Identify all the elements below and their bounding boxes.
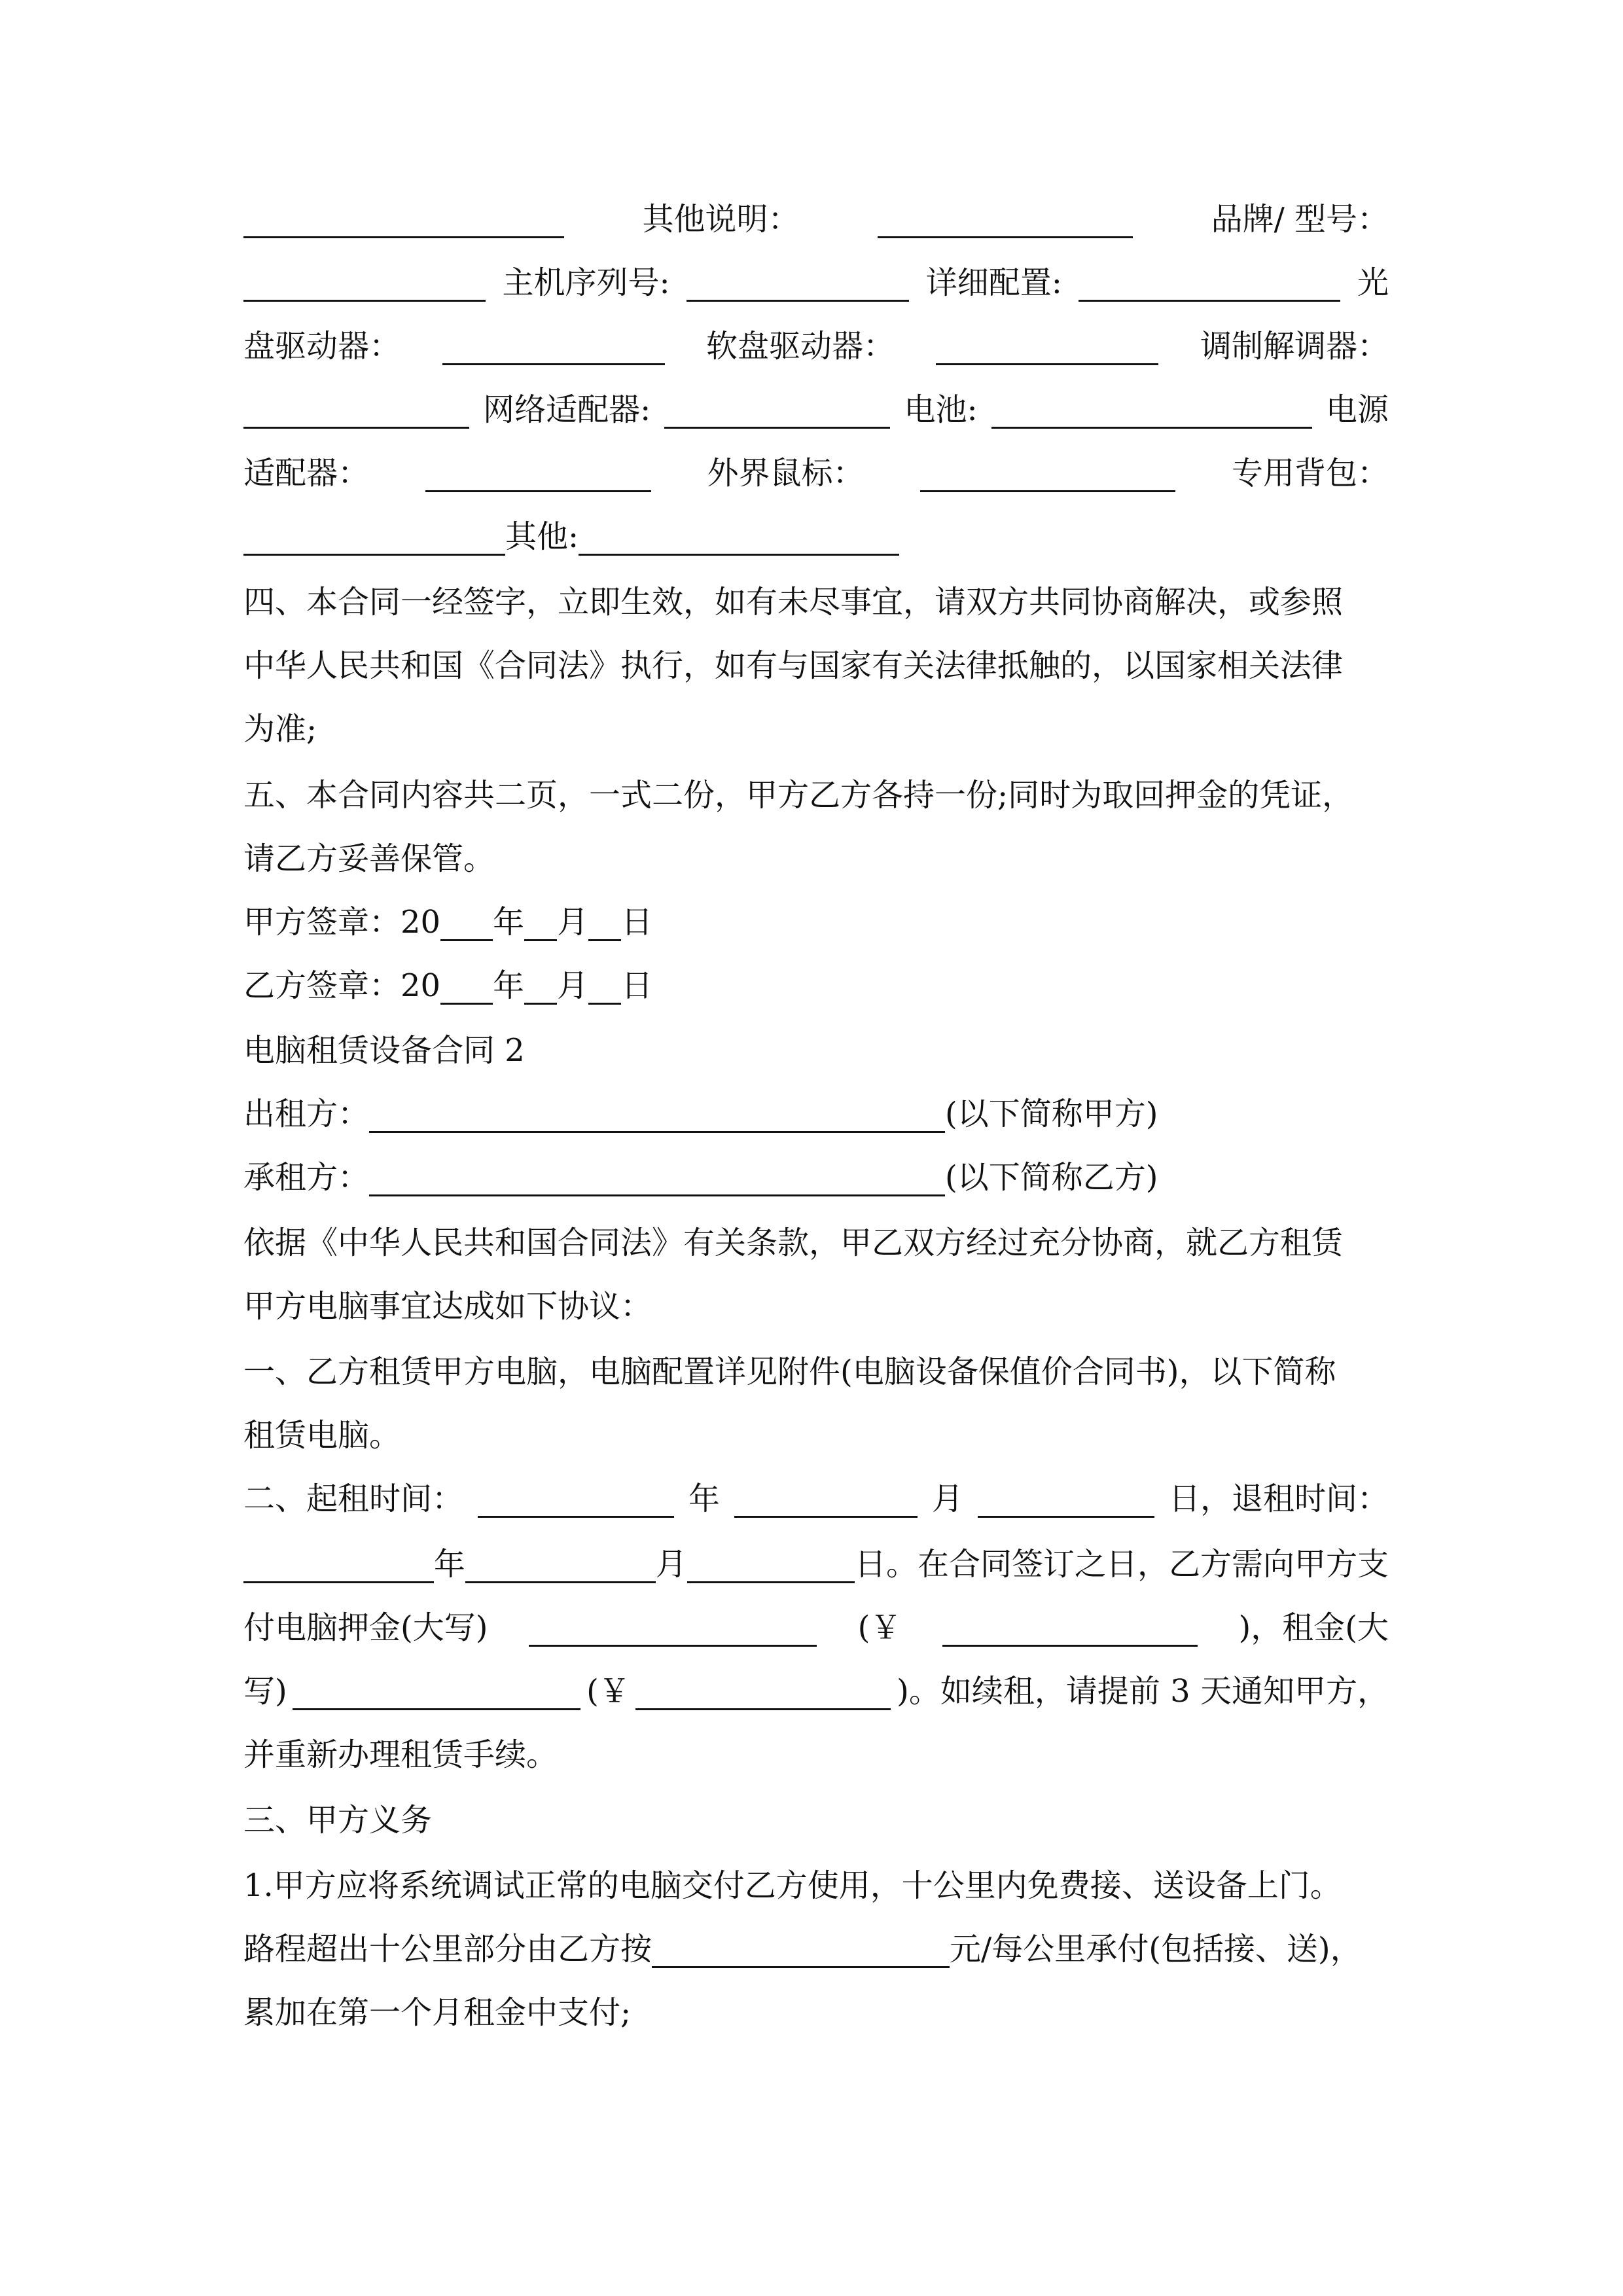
line-text: 中华人民共和国《合同法》执行，如有与国家有关法律抵触的，以国家相关法律 <box>243 647 1344 684</box>
label-text: 出租方： <box>243 1096 370 1132</box>
fill-in-blank[interactable] <box>243 202 564 238</box>
text-line <box>243 1926 1389 1972</box>
fill-in-blank[interactable] <box>293 1674 580 1710</box>
text-line <box>243 1605 1389 1651</box>
fill-in-blank[interactable] <box>529 1611 817 1647</box>
fill-in-blank[interactable] <box>369 1160 945 1196</box>
text-line <box>243 899 1389 945</box>
line-text: 租赁电脑。 <box>243 1417 401 1454</box>
fill-in-blank[interactable] <box>878 202 1133 238</box>
text-line <box>243 1541 1389 1587</box>
label-text: 详细配置: <box>925 264 1062 301</box>
line-text: 并重新办理租赁手续。 <box>243 1736 558 1773</box>
line-text: 1.甲方应将系统调试正常的电脑交付乙方使用，十公里内免费接、送设备上门。 <box>243 1867 1342 1904</box>
label-text: 付电脑押金(大写) <box>243 1609 488 1646</box>
fill-in-blank[interactable] <box>442 329 665 365</box>
label-text: 月 <box>557 904 589 941</box>
fill-in-blank[interactable] <box>243 1547 434 1583</box>
line-text: 依据《中华人民共和国合同法》有关条款，甲乙双方经过充分协商，就乙方租赁 <box>243 1225 1344 1261</box>
line-text: 四、本合同一经签字，立即生效，如有未尽事宜，请双方共同协商解决，或参照 <box>243 584 1344 620</box>
fill-in-blank[interactable] <box>524 969 557 1005</box>
fill-in-blank[interactable] <box>942 1611 1198 1647</box>
fill-in-blank[interactable] <box>425 456 651 492</box>
fill-in-blank[interactable] <box>920 456 1175 492</box>
fill-in-blank[interactable] <box>687 1547 855 1583</box>
label-text: 电源 <box>1325 391 1389 428</box>
label-text: 路程超出十公里部分由乙方按 <box>243 1931 652 1967</box>
line-text: 甲方电脑事宜达成如下协议： <box>243 1288 652 1325</box>
text-line <box>243 1091 1389 1137</box>
fill-in-blank[interactable] <box>991 393 1312 429</box>
text-line <box>243 1863 1389 1909</box>
label-text: 软盘驱动器： <box>705 328 895 365</box>
fill-in-blank[interactable] <box>1079 266 1340 302</box>
text-line <box>243 1476 1389 1522</box>
text-line <box>243 1797 1389 1843</box>
text-line <box>243 323 1389 369</box>
label-text: 年 <box>433 1546 465 1583</box>
text-line <box>243 196 1389 242</box>
fill-in-blank[interactable] <box>635 1674 891 1710</box>
fill-in-blank[interactable] <box>978 1482 1154 1518</box>
label-text: 光 <box>1357 264 1389 301</box>
text-line <box>243 579 1389 625</box>
text-line <box>243 1155 1389 1200</box>
text-line <box>243 1990 1389 2036</box>
text-line <box>243 260 1389 306</box>
label-text: )，租金(大 <box>1238 1609 1389 1646</box>
label-text: 乙方签章：20 <box>243 967 441 1004</box>
text-line <box>243 963 1389 1009</box>
text-line <box>243 450 1389 496</box>
text-line <box>243 836 1389 882</box>
fill-in-blank[interactable] <box>652 1932 950 1968</box>
label-text: 月 <box>931 1480 963 1517</box>
text-line <box>243 1349 1389 1395</box>
fill-in-blank[interactable] <box>243 393 469 429</box>
text-line <box>243 1668 1389 1714</box>
text-line <box>243 1412 1389 1458</box>
text-line <box>243 514 1389 560</box>
label-text: 调制解调器： <box>1200 328 1389 365</box>
label-text: 年 <box>493 904 525 941</box>
text-line <box>243 1220 1389 1266</box>
label-text: 日。在合同签订之日，乙方需向甲方支 <box>854 1546 1389 1583</box>
fill-in-blank[interactable] <box>588 969 621 1005</box>
text-line <box>243 706 1389 752</box>
label-text: 月 <box>655 1546 687 1583</box>
line-text: 五、本合同内容共二页，一式二份，甲方乙方各持一份;同时为取回押金的凭证， <box>243 777 1354 814</box>
line-text: 电脑租赁设备合同 2 <box>243 1032 525 1069</box>
label-text: (以下简称乙方) <box>945 1159 1158 1196</box>
text-line <box>243 1028 1389 1073</box>
label-text: 其他说明： <box>642 201 800 238</box>
fill-in-blank[interactable] <box>579 520 899 556</box>
label-text: 网络适配器: <box>483 391 651 428</box>
fill-in-blank[interactable] <box>243 266 486 302</box>
label-text: 承租方： <box>243 1159 370 1196</box>
fill-in-blank[interactable] <box>588 905 621 941</box>
label-text: 日 <box>621 967 653 1004</box>
fill-in-blank[interactable] <box>369 1097 945 1133</box>
label-text: 适配器： <box>243 455 370 492</box>
label-text: 日 <box>621 904 653 941</box>
label-text: 主机序列号: <box>502 264 670 301</box>
label-text: 甲方签章：20 <box>243 904 441 941</box>
label-text: (￥ <box>857 1609 902 1646</box>
text-line <box>243 772 1389 818</box>
label-text: (以下简称甲方) <box>945 1096 1158 1132</box>
line-text: 请乙方妥善保管。 <box>243 840 495 877</box>
label-text: 二、起租时间： <box>243 1480 464 1517</box>
label-text: 外界鼠标： <box>707 455 865 492</box>
label-text: 电池: <box>904 391 978 428</box>
fill-in-blank[interactable] <box>478 1482 674 1518</box>
fill-in-blank[interactable] <box>687 266 909 302</box>
text-line <box>243 1732 1389 1778</box>
label-text: 年 <box>493 967 525 1004</box>
fill-in-blank[interactable] <box>440 905 493 941</box>
label-text: (￥ <box>586 1673 630 1710</box>
fill-in-blank[interactable] <box>440 969 493 1005</box>
label-text: 年 <box>688 1480 720 1517</box>
fill-in-blank[interactable] <box>936 329 1158 365</box>
line-text: 为准; <box>243 711 317 747</box>
fill-in-blank[interactable] <box>734 1482 918 1518</box>
label-text: 写) <box>243 1673 287 1710</box>
fill-in-blank[interactable] <box>664 393 890 429</box>
label-text: 日，退租时间： <box>1168 1480 1389 1517</box>
line-text: 一、乙方租赁甲方电脑，电脑配置详见附件(电脑设备保值价合同书)，以下简称 <box>243 1354 1336 1390</box>
text-line <box>243 1283 1389 1329</box>
fill-in-blank[interactable] <box>465 1547 656 1583</box>
text-line <box>243 643 1389 689</box>
label-text: 专用背包： <box>1231 455 1389 492</box>
label-text: 元/每公里承付(包括接、送)， <box>950 1931 1362 1967</box>
fill-in-blank[interactable] <box>243 520 505 556</box>
label-text: )。如续租，请提前 3 天通知甲方， <box>897 1673 1389 1710</box>
label-text: 盘驱动器： <box>243 328 401 365</box>
label-text: 月 <box>557 967 589 1004</box>
text-line <box>243 387 1389 433</box>
line-text: 累加在第一个月租金中支付; <box>243 1994 632 2031</box>
line-text: 三、甲方义务 <box>243 1802 433 1839</box>
fill-in-blank[interactable] <box>524 905 557 941</box>
label-text: 其他: <box>505 518 579 555</box>
label-text: 品牌/ 型号： <box>1211 201 1389 238</box>
